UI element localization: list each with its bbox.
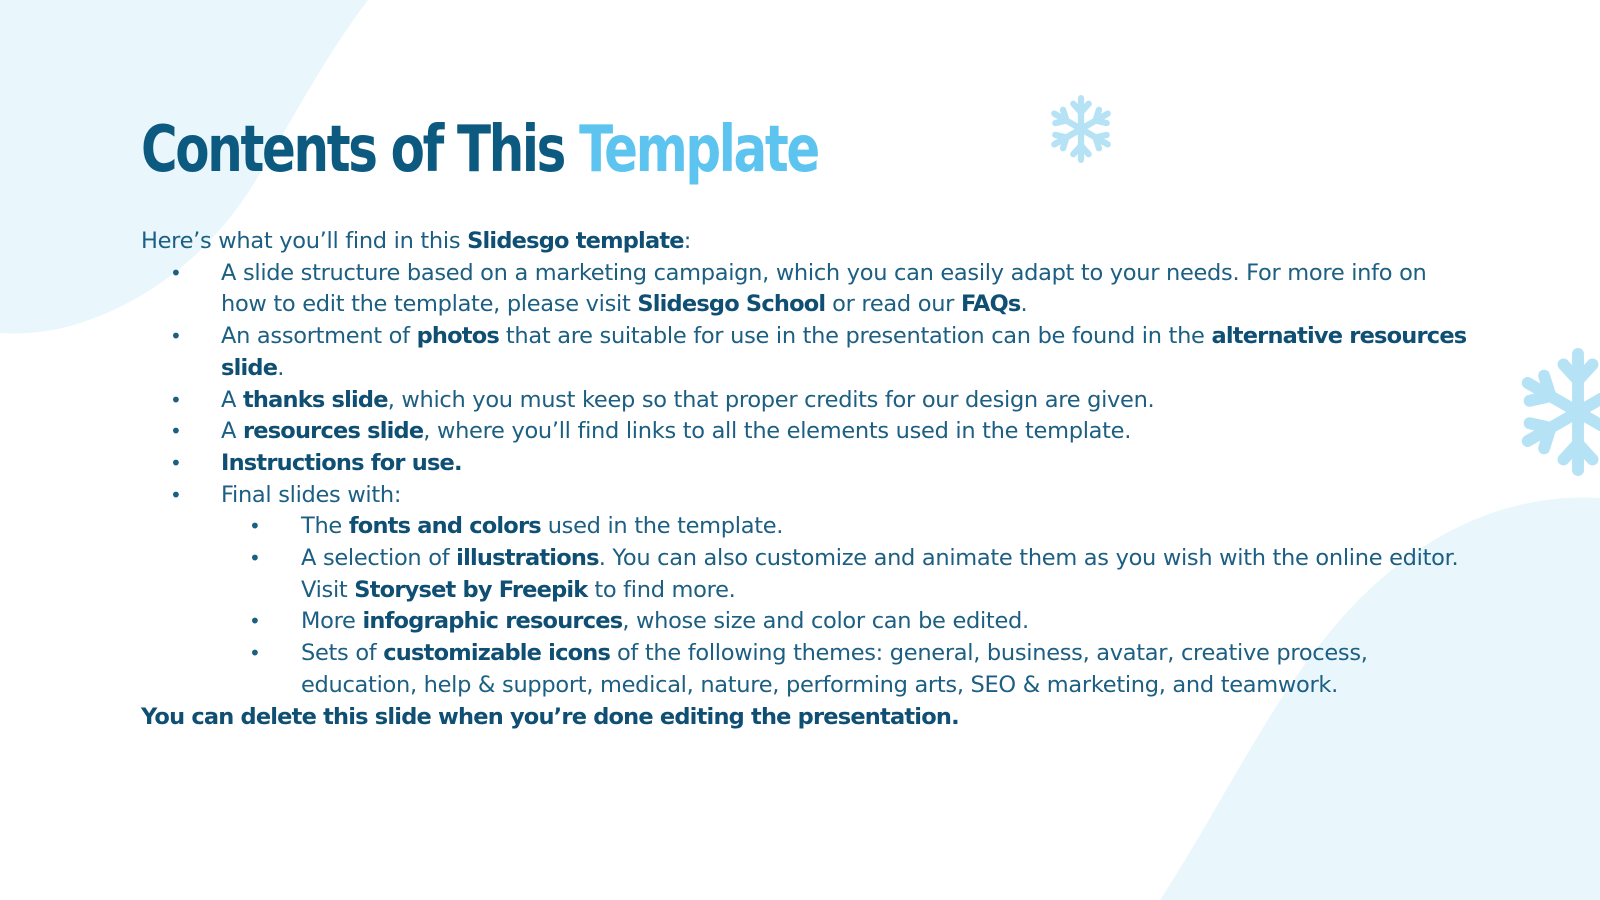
item-bold: infographic resources bbox=[362, 608, 623, 635]
title-part-light: Template bbox=[579, 113, 818, 187]
item-bold: fonts and colors bbox=[348, 513, 541, 540]
item-text: . bbox=[1020, 291, 1028, 318]
closing-bold: You can delete this slide when you’re done editing the presentation. bbox=[141, 703, 959, 730]
sublist-item bbox=[221, 511, 1471, 543]
item-text: Sets of bbox=[301, 640, 384, 667]
sublist-item bbox=[221, 606, 1471, 638]
item-text: , where you’ll find links to all the elements used in the template. bbox=[423, 418, 1132, 445]
intro-lead: Here’s what you’ll find in this bbox=[141, 228, 468, 254]
item-text: An assortment of bbox=[221, 323, 417, 350]
closing-note bbox=[141, 702, 1471, 734]
list-item bbox=[141, 448, 1471, 480]
item-bold: Slidesgo School bbox=[637, 291, 826, 318]
title-part-dark: Contents of This bbox=[141, 113, 580, 187]
item-text: to find more. bbox=[587, 576, 736, 603]
sublist-item bbox=[221, 543, 1471, 606]
list-item bbox=[141, 416, 1471, 448]
item-bold: resources slide bbox=[242, 418, 424, 445]
item-text: The bbox=[301, 513, 349, 540]
item-text: . You can also customize and animate them as you wish with the online editor. Visit bbox=[301, 545, 1459, 603]
item-bold: FAQs bbox=[960, 291, 1021, 318]
list-item bbox=[141, 258, 1471, 321]
final-slides-sublist bbox=[221, 511, 1471, 701]
intro-bold: Slidesgo template bbox=[467, 228, 684, 254]
slide-title bbox=[141, 112, 818, 189]
item-text: A selection of bbox=[301, 545, 457, 572]
contents-list bbox=[141, 258, 1471, 702]
item-text: A slide structure based on a marketing campaign, which you can easily adapt to your needs. For more info on how to edit the template, please visit bbox=[221, 259, 1427, 318]
item-bold: Instructions for use. bbox=[221, 449, 462, 476]
item-bold: alternative resources slide bbox=[221, 323, 1467, 381]
item-text: , which you must keep so that proper credits for our design are given. bbox=[387, 386, 1155, 413]
item-text: used in the template. bbox=[540, 513, 784, 540]
item-bold: customizable icons bbox=[383, 640, 611, 667]
item-text: that are suitable for use in the presentation can be found in the bbox=[499, 323, 1212, 350]
list-item bbox=[141, 480, 1471, 702]
snowflake-icon bbox=[1046, 94, 1116, 164]
sublist-item bbox=[221, 638, 1471, 701]
item-text: or read our bbox=[825, 291, 961, 318]
item-text: More bbox=[301, 608, 363, 635]
item-text: , whose size and color can be edited. bbox=[622, 608, 1029, 635]
item-bold: illustrations bbox=[456, 545, 599, 572]
intro-tail: : bbox=[683, 228, 692, 254]
item-bold: Storyset by Freepik bbox=[354, 576, 588, 603]
item-bold: thanks slide bbox=[242, 386, 388, 413]
list-item bbox=[141, 385, 1471, 417]
snowflake-icon bbox=[1512, 346, 1600, 478]
item-text: A bbox=[221, 418, 243, 445]
item-text: . bbox=[277, 354, 285, 381]
item-text: A bbox=[221, 386, 243, 413]
item-text: Final slides with: bbox=[221, 481, 402, 508]
intro-line bbox=[141, 226, 1471, 258]
item-bold: photos bbox=[416, 323, 500, 350]
list-item bbox=[141, 321, 1471, 384]
content-body bbox=[141, 226, 1471, 733]
item-text: of the following themes: general, business, avatar, creative process, education, help & support, medical, nature, performing arts, SEO & marketing, and teamwork. bbox=[301, 640, 1368, 698]
